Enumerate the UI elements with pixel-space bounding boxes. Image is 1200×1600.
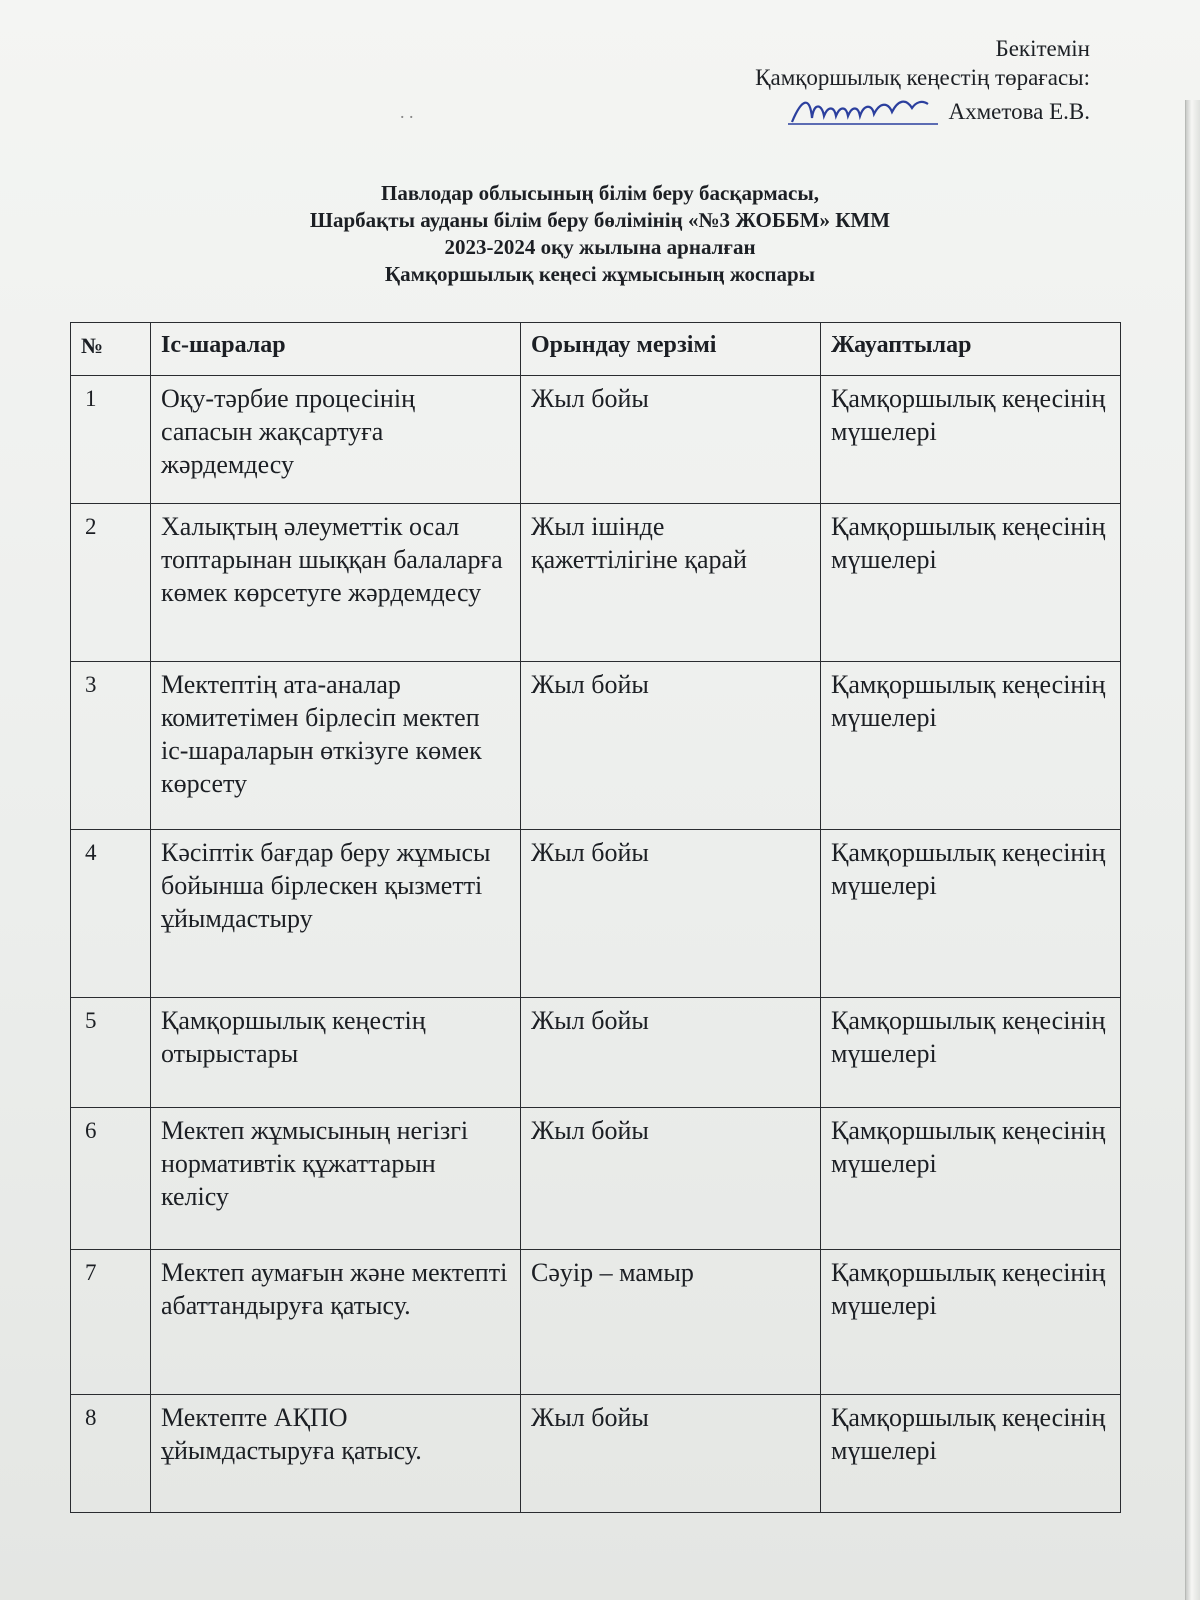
row-period: Жыл бойы (521, 830, 821, 998)
row-number: 2 (71, 504, 151, 662)
table-row (71, 998, 1121, 1108)
table-row (71, 830, 1121, 998)
row-responsible: Қамқоршылық кеңесінің мүшелері (821, 1250, 1121, 1395)
column-header-responsible: Жауаптылар (821, 323, 1121, 376)
plan-table (70, 322, 1121, 1513)
row-activity: Мектеп жұмысының негізгі нормативтік құжаттарын келісу (151, 1108, 521, 1250)
approval-position: Қамқоршылық кеңестің төрағасы: (755, 65, 1090, 90)
page-edge (1185, 100, 1200, 1600)
table-row (71, 1108, 1121, 1250)
row-activity: Мектептің ата-аналар комитетімен бірлесіп мектеп іс-шараларын өткізуге көмек көрсету (151, 662, 521, 830)
title-line-2: Шарбақты ауданы білім беру бөлімінің «№3 ЖОББМ» КММ (309, 208, 891, 232)
row-period: Жыл ішінде қажеттілігіне қарай (521, 504, 821, 662)
row-responsible: Қамқоршылық кеңесінің мүшелері (821, 504, 1121, 662)
table-row (71, 662, 1121, 830)
approval-line: Бекітемін (995, 36, 1090, 61)
row-activity: Мектеп аумағын және мектепті абаттандыруға қатысу. (151, 1250, 521, 1395)
document-title (200, 180, 1000, 288)
table-header-row (71, 323, 1121, 376)
row-activity: Кәсіптік бағдар беру жұмысы бойынша бірлескен қызметті ұйымдастыру (151, 830, 521, 998)
row-responsible: Қамқоршылық кеңесінің мүшелері (821, 376, 1121, 504)
column-header-number: № (71, 323, 151, 376)
row-responsible: Қамқоршылық кеңесінің мүшелері (821, 1395, 1121, 1513)
row-period: Жыл бойы (521, 998, 821, 1108)
row-number: 8 (71, 1395, 151, 1513)
row-responsible: Қамқоршылық кеңесінің мүшелері (821, 830, 1121, 998)
table-row (71, 1250, 1121, 1395)
scan-dots: . . (400, 102, 414, 122)
column-header-activities: Іс-шаралар (151, 323, 521, 376)
row-period: Жыл бойы (521, 662, 821, 830)
column-header-period: Орындау мерзімі (521, 323, 821, 376)
table-row (71, 504, 1121, 662)
title-line-3: 2023-2024 оқу жылына арналған (444, 235, 756, 259)
row-responsible: Қамқоршылық кеңесінің мүшелері (821, 998, 1121, 1108)
approval-block (755, 34, 1090, 133)
row-period: Жыл бойы (521, 376, 821, 504)
table-row (71, 1395, 1121, 1513)
row-number: 6 (71, 1108, 151, 1250)
title-line-4: Қамқоршылық кеңесі жұмысының жоспары (384, 262, 816, 286)
row-number: 7 (71, 1250, 151, 1395)
row-number: 3 (71, 662, 151, 830)
row-number: 4 (71, 830, 151, 998)
row-number: 5 (71, 998, 151, 1108)
row-activity: Мектепте АҚПО ұйымдастыруға қатысу. (151, 1395, 521, 1513)
signature-line (788, 92, 1090, 126)
signature-image (788, 92, 938, 126)
chairperson-name: Ахметова Е.В. (948, 99, 1090, 124)
row-activity: Халықтың әлеуметтік осал топтарынан шыққан балаларға көмек көрсетуге жәрдемдесу (151, 504, 521, 662)
row-number: 1 (71, 376, 151, 504)
title-line-1: Павлодар облысының білім беру басқармасы, (381, 181, 819, 205)
row-activity: Оқу-тәрбие процесінің сапасын жақсартуға жәрдемдесу (151, 376, 521, 504)
row-responsible: Қамқоршылық кеңесінің мүшелері (821, 1108, 1121, 1250)
row-period: Жыл бойы (521, 1108, 821, 1250)
row-period: Жыл бойы (521, 1395, 821, 1513)
row-period: Сәуір – мамыр (521, 1250, 821, 1395)
row-responsible: Қамқоршылық кеңесінің мүшелері (821, 662, 1121, 830)
row-activity: Қамқоршылық кеңестің отырыстары (151, 998, 521, 1108)
table-row (71, 376, 1121, 504)
